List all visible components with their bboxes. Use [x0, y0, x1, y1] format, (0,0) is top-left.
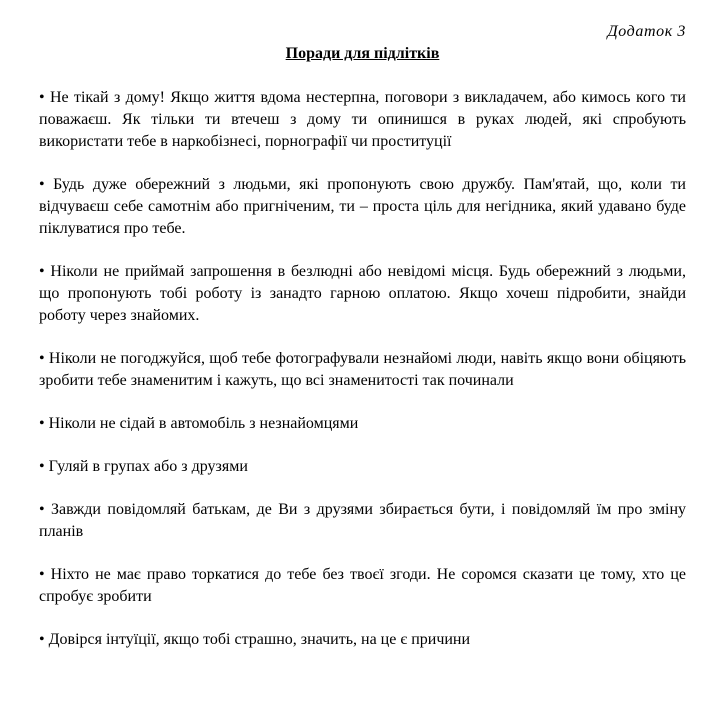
tip-paragraph: • Ніколи не приймай запрошення в безлюдні або невідомі місця. Будь обережний з людьми, що пропонують тобі роботу із занадто гарною оплатою. Якщо хочеш підробити, знайди роботу через знайомих.: [39, 263, 686, 324]
tip-paragraph: • Ніхто не має право торкатися до тебе без твоєї згоди. Не соромся сказати це тому, хто це спробує зробити: [39, 566, 686, 605]
tip-paragraph: • Ніколи не сідай в автомобіль з незнайомцями: [39, 415, 359, 432]
tip-paragraph: • Ніколи не погоджуйся, щоб тебе фотографували незнайомі люди, навіть якщо вони обіцяють зробити тебе знаменитим і кажуть, що всі знаменитості так починали: [39, 350, 686, 389]
appendix-label: Додаток 3: [607, 23, 686, 40]
tip-paragraph: • Довірся інтуїції, якщо тобі страшно, значить, на це є причини: [39, 631, 471, 648]
document-title: Поради для підлітків: [285, 45, 440, 62]
tip-paragraph: • Будь дуже обережний з людьми, які пропонують свою дружбу. Пам'ятай, що, коли ти відчуваєш себе самотнім або пригніченим, ти – проста ціль для негідника, який удавано буде піклуватися про тебе.: [39, 176, 686, 237]
tip-paragraph: • Завжди повідомляй батькам, де Ви з друзями збирається бути, і повідомляй їм про зміну планів: [39, 501, 686, 540]
tip-paragraph: • Гуляй в групах або з друзями: [39, 458, 248, 475]
tips-list: [39, 87, 686, 672]
tip-paragraph: • Не тікай з дому! Якщо життя вдома нестерпна, поговори з викладачем, або кимось кого ти поважаєш. Як тільки ти втечеш з дому ти опинишся в руках людей, які спробують використати тебе в наркобізнесі, порнографії чи проституції: [39, 89, 686, 150]
